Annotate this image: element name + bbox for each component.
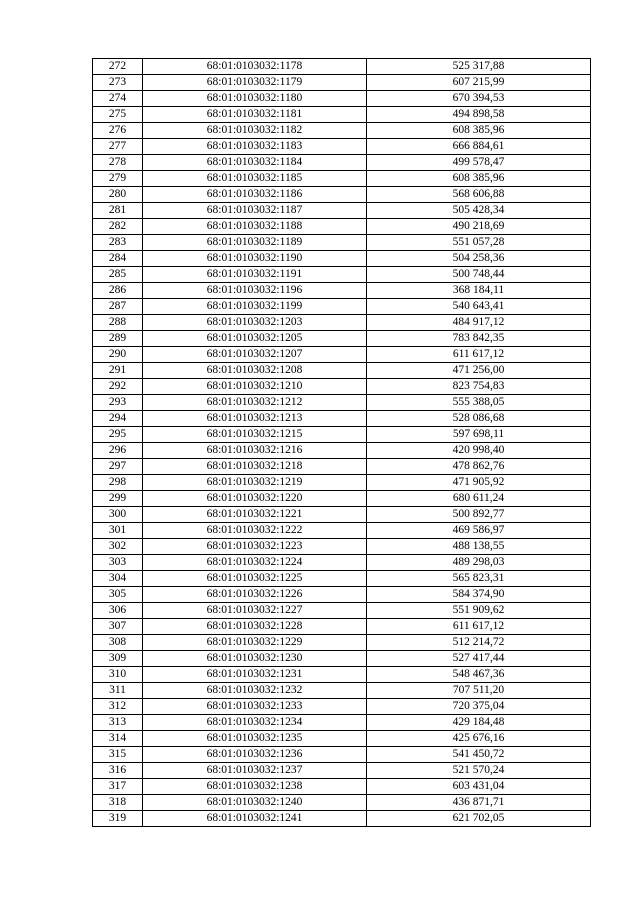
table-row: [93, 667, 591, 683]
cadastral-number-cell: 68:01:0103032:1234: [143, 715, 367, 731]
row-number-cell: 289: [93, 331, 143, 347]
cadastral-number-cell: 68:01:0103032:1227: [143, 603, 367, 619]
row-number-cell: 316: [93, 763, 143, 779]
value-cell: 425 676,16: [367, 731, 591, 747]
row-number-cell: 272: [93, 59, 143, 75]
table-row: [93, 331, 591, 347]
cadastral-number-cell: 68:01:0103032:1232: [143, 683, 367, 699]
value-cell: 429 184,48: [367, 715, 591, 731]
table-row: [93, 475, 591, 491]
row-number-cell: 294: [93, 411, 143, 427]
table-row: [93, 763, 591, 779]
cadastral-number-cell: 68:01:0103032:1230: [143, 651, 367, 667]
value-cell: 504 258,36: [367, 251, 591, 267]
value-cell: 621 702,05: [367, 811, 591, 827]
table-row: [93, 699, 591, 715]
cadastral-number-cell: 68:01:0103032:1235: [143, 731, 367, 747]
row-number-cell: 288: [93, 315, 143, 331]
table-row: [93, 203, 591, 219]
cadastral-number-cell: 68:01:0103032:1199: [143, 299, 367, 315]
cadastral-number-cell: 68:01:0103032:1190: [143, 251, 367, 267]
cadastral-number-cell: 68:01:0103032:1240: [143, 795, 367, 811]
table-row: [93, 107, 591, 123]
row-number-cell: 313: [93, 715, 143, 731]
value-cell: 541 450,72: [367, 747, 591, 763]
cadastral-number-cell: 68:01:0103032:1213: [143, 411, 367, 427]
value-cell: 494 898,58: [367, 107, 591, 123]
row-number-cell: 273: [93, 75, 143, 91]
cadastral-number-cell: 68:01:0103032:1185: [143, 171, 367, 187]
table-row: [93, 587, 591, 603]
row-number-cell: 280: [93, 187, 143, 203]
row-number-cell: 314: [93, 731, 143, 747]
table-row: [93, 571, 591, 587]
cadastral-number-cell: 68:01:0103032:1226: [143, 587, 367, 603]
row-number-cell: 281: [93, 203, 143, 219]
value-cell: 471 905,92: [367, 475, 591, 491]
value-cell: 540 643,41: [367, 299, 591, 315]
value-cell: 490 218,69: [367, 219, 591, 235]
table-row: [93, 683, 591, 699]
table-row: [93, 91, 591, 107]
table-row: [93, 187, 591, 203]
row-number-cell: 282: [93, 219, 143, 235]
table-row: [93, 811, 591, 827]
table-row: [93, 59, 591, 75]
row-number-cell: 286: [93, 283, 143, 299]
row-number-cell: 310: [93, 667, 143, 683]
table-row: [93, 715, 591, 731]
value-cell: 584 374,90: [367, 587, 591, 603]
value-cell: 489 298,03: [367, 555, 591, 571]
table-row: [93, 283, 591, 299]
table-row: [93, 235, 591, 251]
value-cell: 611 617,12: [367, 619, 591, 635]
cadastral-number-cell: 68:01:0103032:1231: [143, 667, 367, 683]
table-row: [93, 251, 591, 267]
value-cell: 608 385,96: [367, 171, 591, 187]
cadastral-number-cell: 68:01:0103032:1241: [143, 811, 367, 827]
value-cell: 670 394,53: [367, 91, 591, 107]
value-cell: 720 375,04: [367, 699, 591, 715]
cadastral-number-cell: 68:01:0103032:1216: [143, 443, 367, 459]
value-cell: 666 884,61: [367, 139, 591, 155]
row-number-cell: 301: [93, 523, 143, 539]
row-number-cell: 277: [93, 139, 143, 155]
row-number-cell: 293: [93, 395, 143, 411]
row-number-cell: 302: [93, 539, 143, 555]
value-cell: 505 428,34: [367, 203, 591, 219]
value-cell: 478 862,76: [367, 459, 591, 475]
row-number-cell: 292: [93, 379, 143, 395]
cadastral-number-cell: 68:01:0103032:1212: [143, 395, 367, 411]
cadastral-number-cell: 68:01:0103032:1208: [143, 363, 367, 379]
cadastral-number-cell: 68:01:0103032:1223: [143, 539, 367, 555]
row-number-cell: 315: [93, 747, 143, 763]
value-cell: 603 431,04: [367, 779, 591, 795]
value-cell: 527 417,44: [367, 651, 591, 667]
value-cell: 528 086,68: [367, 411, 591, 427]
row-number-cell: 278: [93, 155, 143, 171]
table-row: [93, 411, 591, 427]
cadastral-number-cell: 68:01:0103032:1196: [143, 283, 367, 299]
row-number-cell: 305: [93, 587, 143, 603]
cadastral-number-cell: 68:01:0103032:1219: [143, 475, 367, 491]
row-number-cell: 283: [93, 235, 143, 251]
value-cell: 499 578,47: [367, 155, 591, 171]
table-row: [93, 363, 591, 379]
cadastral-number-cell: 68:01:0103032:1228: [143, 619, 367, 635]
table-row: [93, 619, 591, 635]
table-row: [93, 779, 591, 795]
table-row: [93, 795, 591, 811]
row-number-cell: 297: [93, 459, 143, 475]
cadastral-number-cell: 68:01:0103032:1183: [143, 139, 367, 155]
value-cell: 525 317,88: [367, 59, 591, 75]
row-number-cell: 300: [93, 507, 143, 523]
cadastral-number-cell: 68:01:0103032:1188: [143, 219, 367, 235]
row-number-cell: 276: [93, 123, 143, 139]
row-number-cell: 317: [93, 779, 143, 795]
cadastral-number-cell: 68:01:0103032:1181: [143, 107, 367, 123]
value-cell: 568 606,88: [367, 187, 591, 203]
value-cell: 707 511,20: [367, 683, 591, 699]
value-cell: 551 909,62: [367, 603, 591, 619]
table-row: [93, 507, 591, 523]
row-number-cell: 318: [93, 795, 143, 811]
value-cell: 607 215,99: [367, 75, 591, 91]
row-number-cell: 279: [93, 171, 143, 187]
value-cell: 565 823,31: [367, 571, 591, 587]
value-cell: 484 917,12: [367, 315, 591, 331]
row-number-cell: 296: [93, 443, 143, 459]
table-row: [93, 459, 591, 475]
cadastral-number-cell: 68:01:0103032:1189: [143, 235, 367, 251]
table-row: [93, 267, 591, 283]
table-row: [93, 443, 591, 459]
cadastral-number-cell: 68:01:0103032:1238: [143, 779, 367, 795]
row-number-cell: 290: [93, 347, 143, 363]
value-cell: 611 617,12: [367, 347, 591, 363]
value-cell: 823 754,83: [367, 379, 591, 395]
value-cell: 680 611,24: [367, 491, 591, 507]
table-row: [93, 219, 591, 235]
value-cell: 608 385,96: [367, 123, 591, 139]
table-row: [93, 315, 591, 331]
row-number-cell: 304: [93, 571, 143, 587]
row-number-cell: 284: [93, 251, 143, 267]
cadastral-number-cell: 68:01:0103032:1218: [143, 459, 367, 475]
cadastral-number-cell: 68:01:0103032:1203: [143, 315, 367, 331]
row-number-cell: 307: [93, 619, 143, 635]
cadastral-number-cell: 68:01:0103032:1225: [143, 571, 367, 587]
value-cell: 548 467,36: [367, 667, 591, 683]
cadastral-number-cell: 68:01:0103032:1215: [143, 427, 367, 443]
row-number-cell: 274: [93, 91, 143, 107]
cadastral-number-cell: 68:01:0103032:1229: [143, 635, 367, 651]
row-number-cell: 311: [93, 683, 143, 699]
table-row: [93, 155, 591, 171]
cadastral-number-cell: 68:01:0103032:1236: [143, 747, 367, 763]
table-row: [93, 139, 591, 155]
cadastral-number-cell: 68:01:0103032:1221: [143, 507, 367, 523]
row-number-cell: 291: [93, 363, 143, 379]
table-row: [93, 651, 591, 667]
row-number-cell: 312: [93, 699, 143, 715]
value-cell: 471 256,00: [367, 363, 591, 379]
value-cell: 521 570,24: [367, 763, 591, 779]
cadastral-number-cell: 68:01:0103032:1184: [143, 155, 367, 171]
table-row: [93, 347, 591, 363]
row-number-cell: 299: [93, 491, 143, 507]
table-row: [93, 75, 591, 91]
cadastral-number-cell: 68:01:0103032:1178: [143, 59, 367, 75]
value-cell: 488 138,55: [367, 539, 591, 555]
value-cell: 783 842,35: [367, 331, 591, 347]
table-row: [93, 523, 591, 539]
table-row: [93, 539, 591, 555]
cadastral-number-cell: 68:01:0103032:1205: [143, 331, 367, 347]
table-row: [93, 379, 591, 395]
table-row: [93, 747, 591, 763]
cadastral-number-cell: 68:01:0103032:1210: [143, 379, 367, 395]
cadastral-number-cell: 68:01:0103032:1220: [143, 491, 367, 507]
value-cell: 512 214,72: [367, 635, 591, 651]
value-cell: 597 698,11: [367, 427, 591, 443]
cadastral-number-cell: 68:01:0103032:1187: [143, 203, 367, 219]
cadastral-value-table: [92, 58, 591, 827]
value-cell: 500 892,77: [367, 507, 591, 523]
value-cell: 436 871,71: [367, 795, 591, 811]
cadastral-number-cell: 68:01:0103032:1179: [143, 75, 367, 91]
value-cell: 469 586,97: [367, 523, 591, 539]
row-number-cell: 308: [93, 635, 143, 651]
value-cell: 368 184,11: [367, 283, 591, 299]
cadastral-number-cell: 68:01:0103032:1191: [143, 267, 367, 283]
value-cell: 551 057,28: [367, 235, 591, 251]
cadastral-number-cell: 68:01:0103032:1237: [143, 763, 367, 779]
cadastral-number-cell: 68:01:0103032:1182: [143, 123, 367, 139]
cadastral-number-cell: 68:01:0103032:1207: [143, 347, 367, 363]
cadastral-number-cell: 68:01:0103032:1233: [143, 699, 367, 715]
row-number-cell: 319: [93, 811, 143, 827]
row-number-cell: 287: [93, 299, 143, 315]
cadastral-number-cell: 68:01:0103032:1186: [143, 187, 367, 203]
table-row: [93, 299, 591, 315]
table-row: [93, 171, 591, 187]
table-body: [93, 59, 591, 827]
cadastral-number-cell: 68:01:0103032:1222: [143, 523, 367, 539]
table-row: [93, 123, 591, 139]
value-cell: 500 748,44: [367, 267, 591, 283]
table-row: [93, 731, 591, 747]
table-row: [93, 427, 591, 443]
row-number-cell: 295: [93, 427, 143, 443]
value-cell: 420 998,40: [367, 443, 591, 459]
row-number-cell: 285: [93, 267, 143, 283]
row-number-cell: 298: [93, 475, 143, 491]
cadastral-number-cell: 68:01:0103032:1224: [143, 555, 367, 571]
value-cell: 555 388,05: [367, 395, 591, 411]
row-number-cell: 303: [93, 555, 143, 571]
cadastral-number-cell: 68:01:0103032:1180: [143, 91, 367, 107]
row-number-cell: 306: [93, 603, 143, 619]
table-row: [93, 491, 591, 507]
row-number-cell: 309: [93, 651, 143, 667]
row-number-cell: 275: [93, 107, 143, 123]
table-row: [93, 395, 591, 411]
table-row: [93, 555, 591, 571]
table-row: [93, 603, 591, 619]
table-row: [93, 635, 591, 651]
